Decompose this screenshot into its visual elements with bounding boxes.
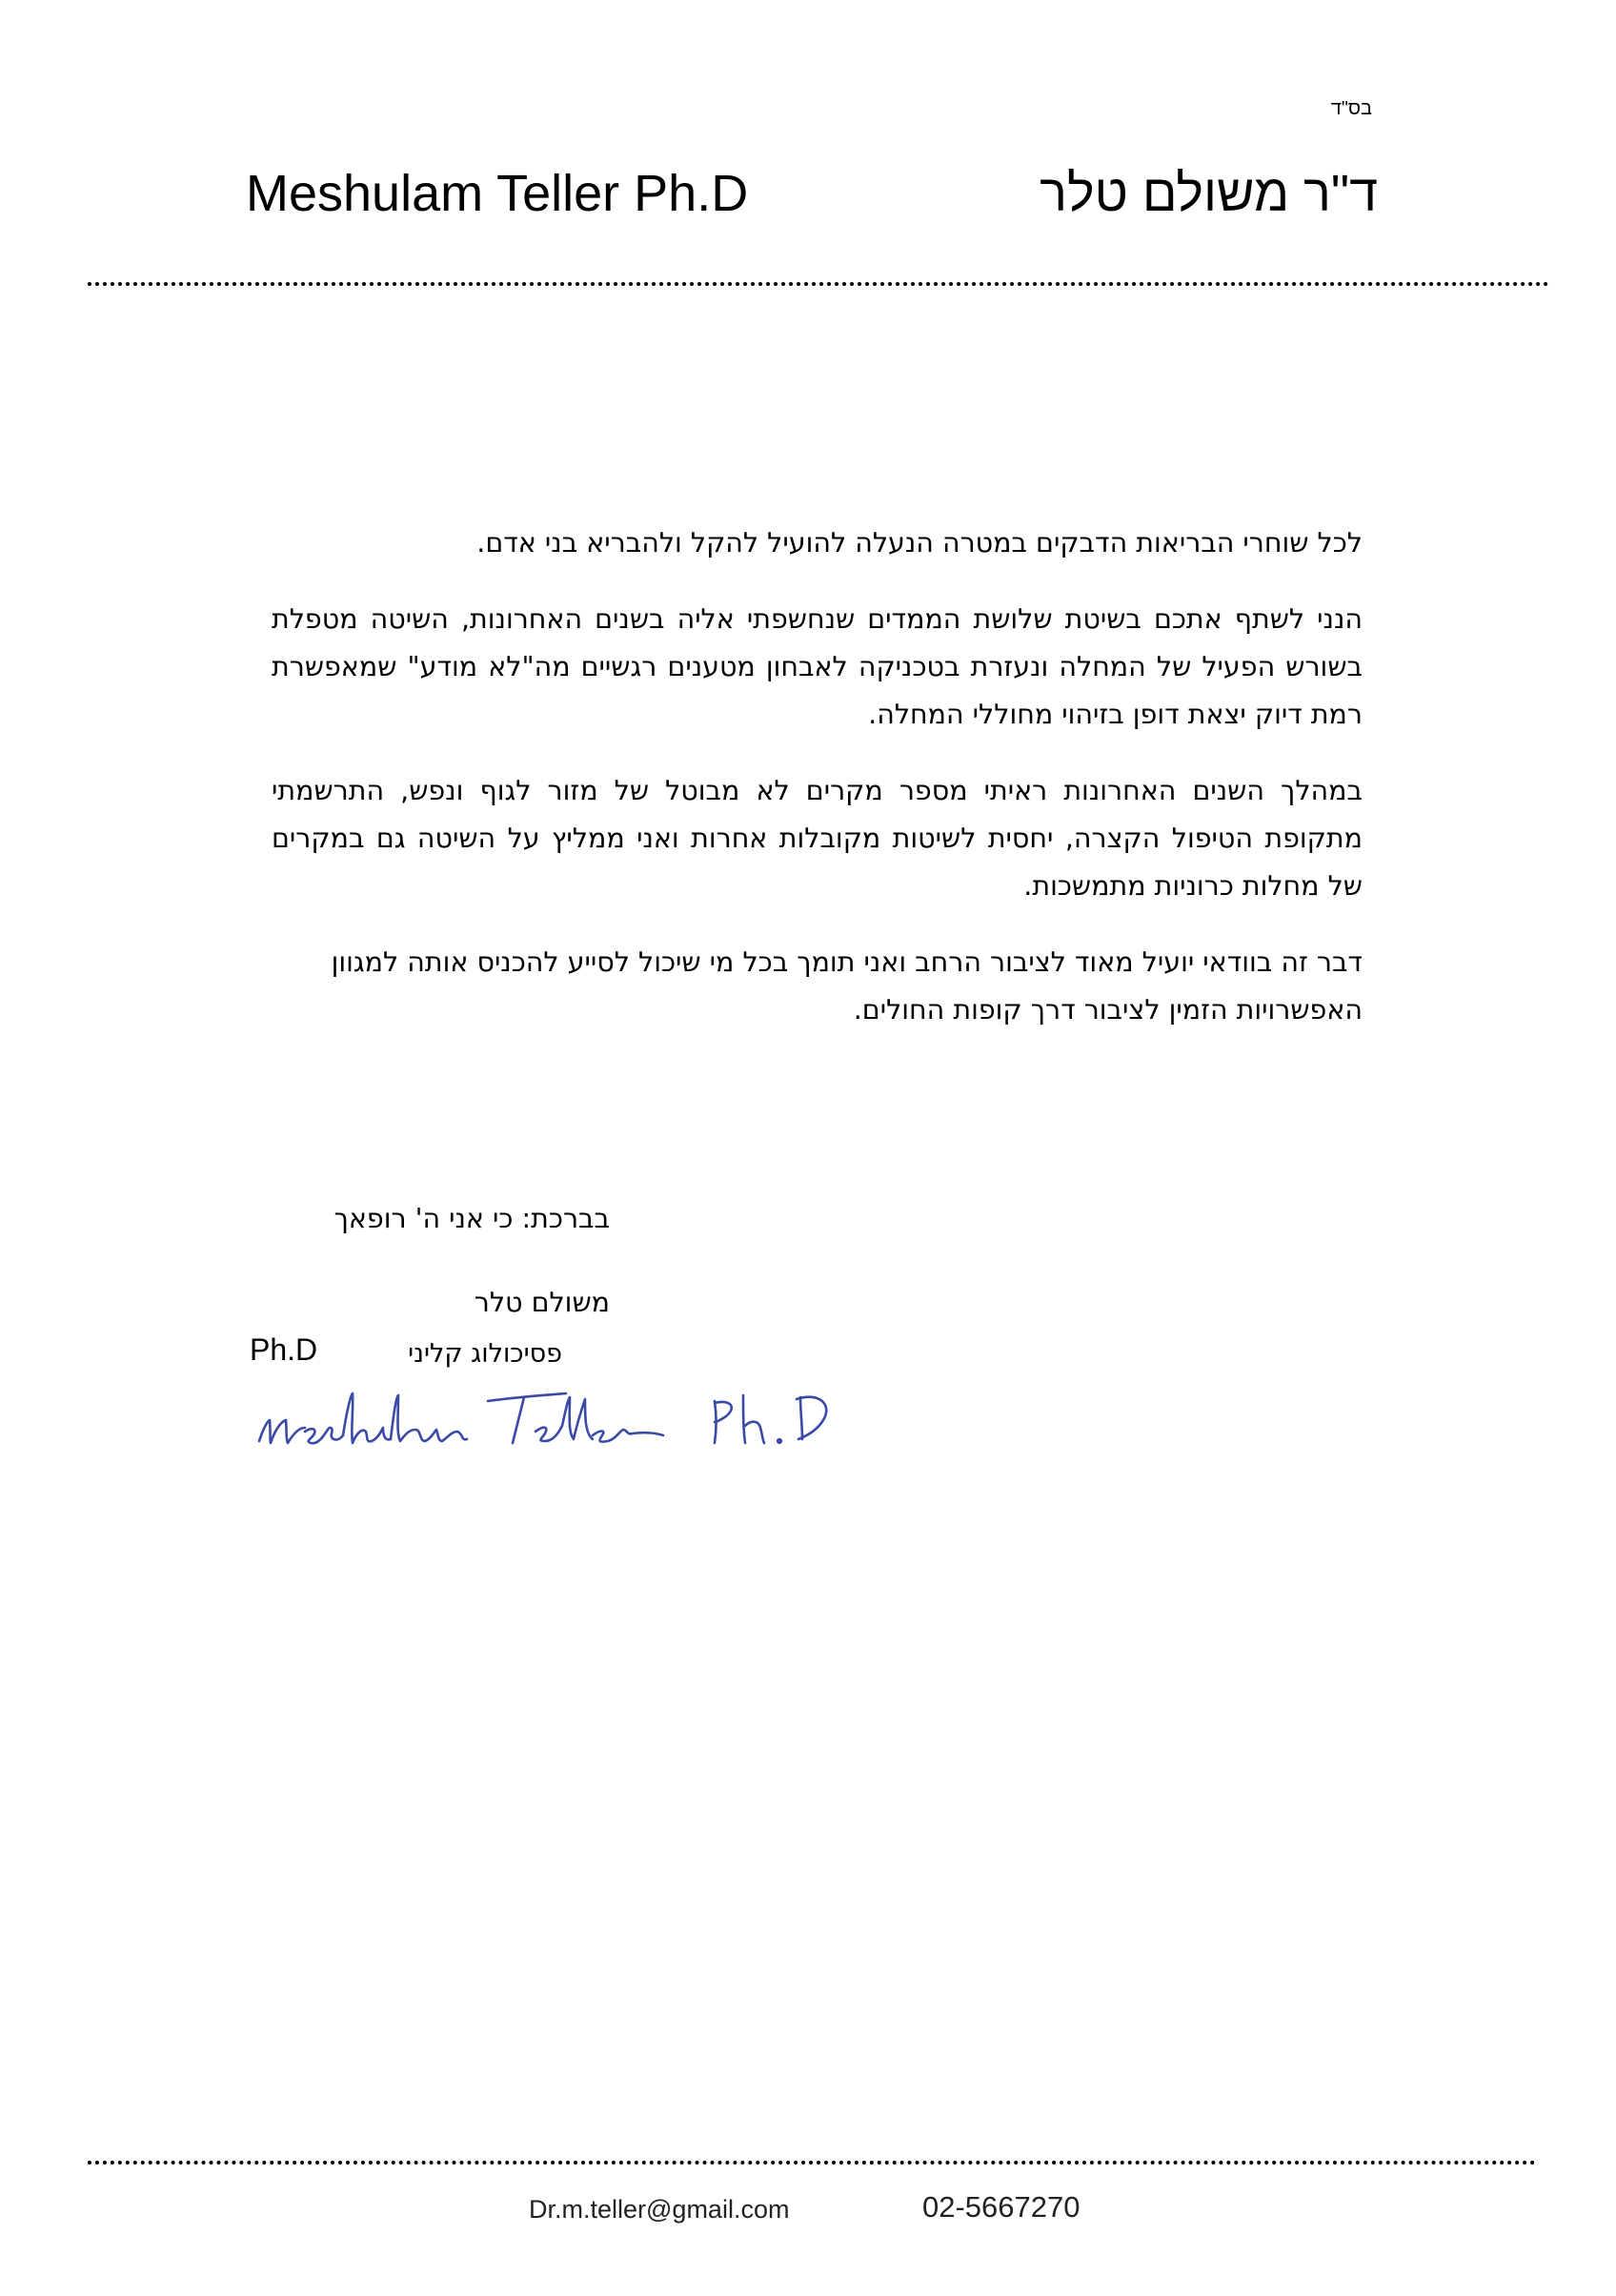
signer-title: פסיכולוג קליני	[408, 1339, 562, 1369]
paragraph-experience: במהלך השנים האחרונות ראיתי מספר מקרים לא מבוטל של מזור לגוף ונפש, התרשמתי מתקופת הטיפול הקצרה, יחסית לשיטות מקובלות אחרות ואני ממליץ על השיטה גם במקרים של מחלות כרוניות מתמשכות.	[272, 775, 1363, 902]
paragraph-method: הנני לשתף אתכם בשיטת שלושת הממדים שנחשפתי אליה בשנים האחרונות, השיטה מטפלת בשורש הפעיל של המחלה ונעזרת בטכניקה לאבחון מטענים רגשיים מה"לא מודע" שמאפשרת רמת דיוק יצאת דופן בזיהוי מחוללי המחלה.	[272, 603, 1363, 730]
contact-phone: 02-5667270	[922, 2190, 1081, 2224]
paragraph-salutation: לכל שוחרי הבריאות הדבקים במטרה הנעלה להועיל להקל ולהבריא בני אדם.	[476, 527, 1363, 559]
signer-degree: Ph.D	[250, 1332, 318, 1367]
paragraph-recommendation: דבר זה בוודאי יועיל מאוד לציבור הרחב ואני תומך בכל מי שיכול לסייע להכניס אותה למגוון האפשרויות הזמין לציבור דרך קופות החולים.	[331, 946, 1363, 1026]
footer-divider	[88, 2161, 1536, 2164]
handwritten-signature	[238, 1372, 924, 1477]
signer-name: משולם טלר	[474, 1287, 610, 1318]
letter-body	[272, 519, 1363, 1063]
letterhead-name-hebrew: ד"ר משולם טלר	[1040, 165, 1378, 222]
closing-greeting: בברכת: כי אני ה' רופאך	[333, 1203, 610, 1234]
header-divider	[88, 282, 1549, 286]
contact-email: Dr.m.teller@gmail.com	[529, 2195, 790, 2224]
letterhead-name-english: Meshulam Teller Ph.D	[246, 165, 749, 222]
blessing-mark: בס"ד	[1330, 98, 1372, 119]
